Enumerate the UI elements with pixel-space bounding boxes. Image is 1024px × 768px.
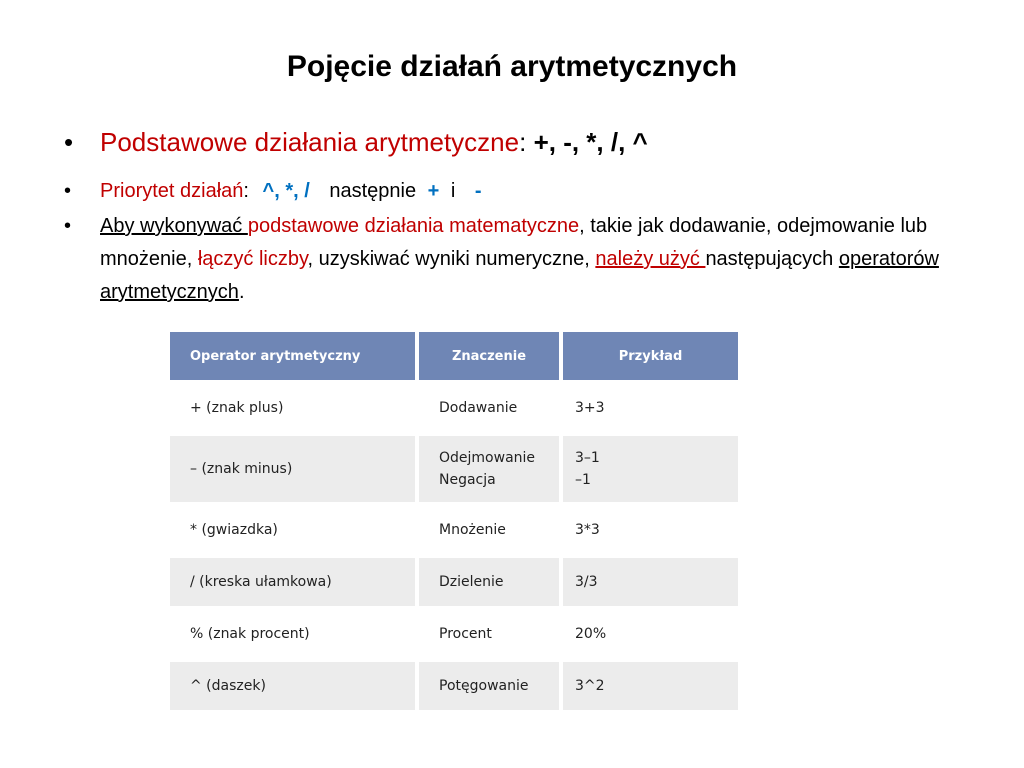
bullet-marker: • <box>64 127 74 157</box>
priority-label: Priorytet działań <box>100 180 244 202</box>
table-row <box>170 608 738 660</box>
table-row <box>170 660 738 710</box>
cell-example <box>561 660 738 710</box>
table-row <box>170 504 738 556</box>
header-operator: Operator arytmetyczny <box>170 332 417 382</box>
bullet-priority <box>64 176 964 206</box>
desc-part-1: Aby wykonywać <box>100 215 248 237</box>
bullet-basic-operations <box>64 122 964 162</box>
operators-table <box>170 332 738 710</box>
desc-part-8: operatorów arytmetycznych <box>100 248 939 303</box>
cell-example <box>561 556 738 608</box>
example-text: 3+3 <box>575 400 605 416</box>
meaning-text: Procent <box>439 626 492 642</box>
bullet-marker: • <box>64 180 72 202</box>
basic-operations-colon: : <box>519 127 534 157</box>
desc-part-2: podstawowe działania matematyczne <box>247 215 580 237</box>
table-row <box>170 382 738 434</box>
priority-colon: : <box>243 180 249 202</box>
cell-operator: % (znak procent) <box>170 608 417 660</box>
cell-meaning <box>417 504 561 556</box>
example-text: 3*3 <box>575 522 600 538</box>
desc-part-5: , uzyskiwać wyniki numeryczne, <box>307 248 596 270</box>
table-header-row <box>170 332 738 382</box>
cell-operator: – (znak minus) <box>170 434 417 504</box>
meaning-text: Mnożenie <box>439 522 506 538</box>
desc-part-9: . <box>238 281 245 303</box>
priority-then: następnie <box>329 180 417 202</box>
table-row <box>170 556 738 608</box>
cell-meaning <box>417 660 561 710</box>
cell-example <box>561 608 738 660</box>
cell-example <box>561 504 738 556</box>
meaning-text: Dzielenie <box>439 574 504 590</box>
desc-part-3: , takie jak dodawanie, odejmowanie lub mnożenie, <box>100 215 928 270</box>
desc-part-6: należy użyć <box>595 248 706 270</box>
cell-meaning <box>417 608 561 660</box>
meaning-text: Potęgowanie <box>439 678 529 694</box>
header-meaning: Znaczenie <box>417 332 561 382</box>
cell-example <box>561 382 738 434</box>
meaning-text: Odejmowanie <box>439 450 536 466</box>
meaning-text: Dodawanie <box>439 400 518 416</box>
header-example: Przykład <box>561 332 738 382</box>
cell-example <box>561 434 738 504</box>
example-text: 20% <box>575 626 607 642</box>
example-text: 3/3 <box>575 574 598 590</box>
bullet-marker: • <box>64 215 72 237</box>
desc-part-4: łączyć liczby <box>197 248 308 270</box>
basic-operations-symbols: +, -, *, /, ^ <box>533 127 648 157</box>
cell-meaning <box>417 434 561 504</box>
slide-title: Pojęcie działań arytmetycznych <box>286 50 738 83</box>
desc-part-7: następujących <box>705 248 839 270</box>
example-text: –1 <box>575 472 591 488</box>
priority-minus: - <box>474 180 482 202</box>
meaning-text: Negacja <box>439 472 496 488</box>
cell-operator: / (kreska ułamkowa) <box>170 556 417 608</box>
priority-plus: + <box>427 180 440 202</box>
cell-meaning <box>417 556 561 608</box>
cell-operator: + (znak plus) <box>170 382 417 434</box>
example-text: 3^2 <box>575 678 605 694</box>
priority-first-ops: ^, *, / <box>262 180 310 202</box>
cell-meaning <box>417 382 561 434</box>
bullet-operators-description <box>64 210 964 309</box>
cell-operator: ^ (daszek) <box>170 660 417 710</box>
example-text: 3–1 <box>575 450 600 466</box>
table-row <box>170 434 738 504</box>
bullet-list <box>64 122 964 309</box>
priority-and: i <box>450 180 456 202</box>
basic-operations-label: Podstawowe działania arytmetyczne <box>100 127 520 157</box>
cell-operator: * (gwiazdka) <box>170 504 417 556</box>
